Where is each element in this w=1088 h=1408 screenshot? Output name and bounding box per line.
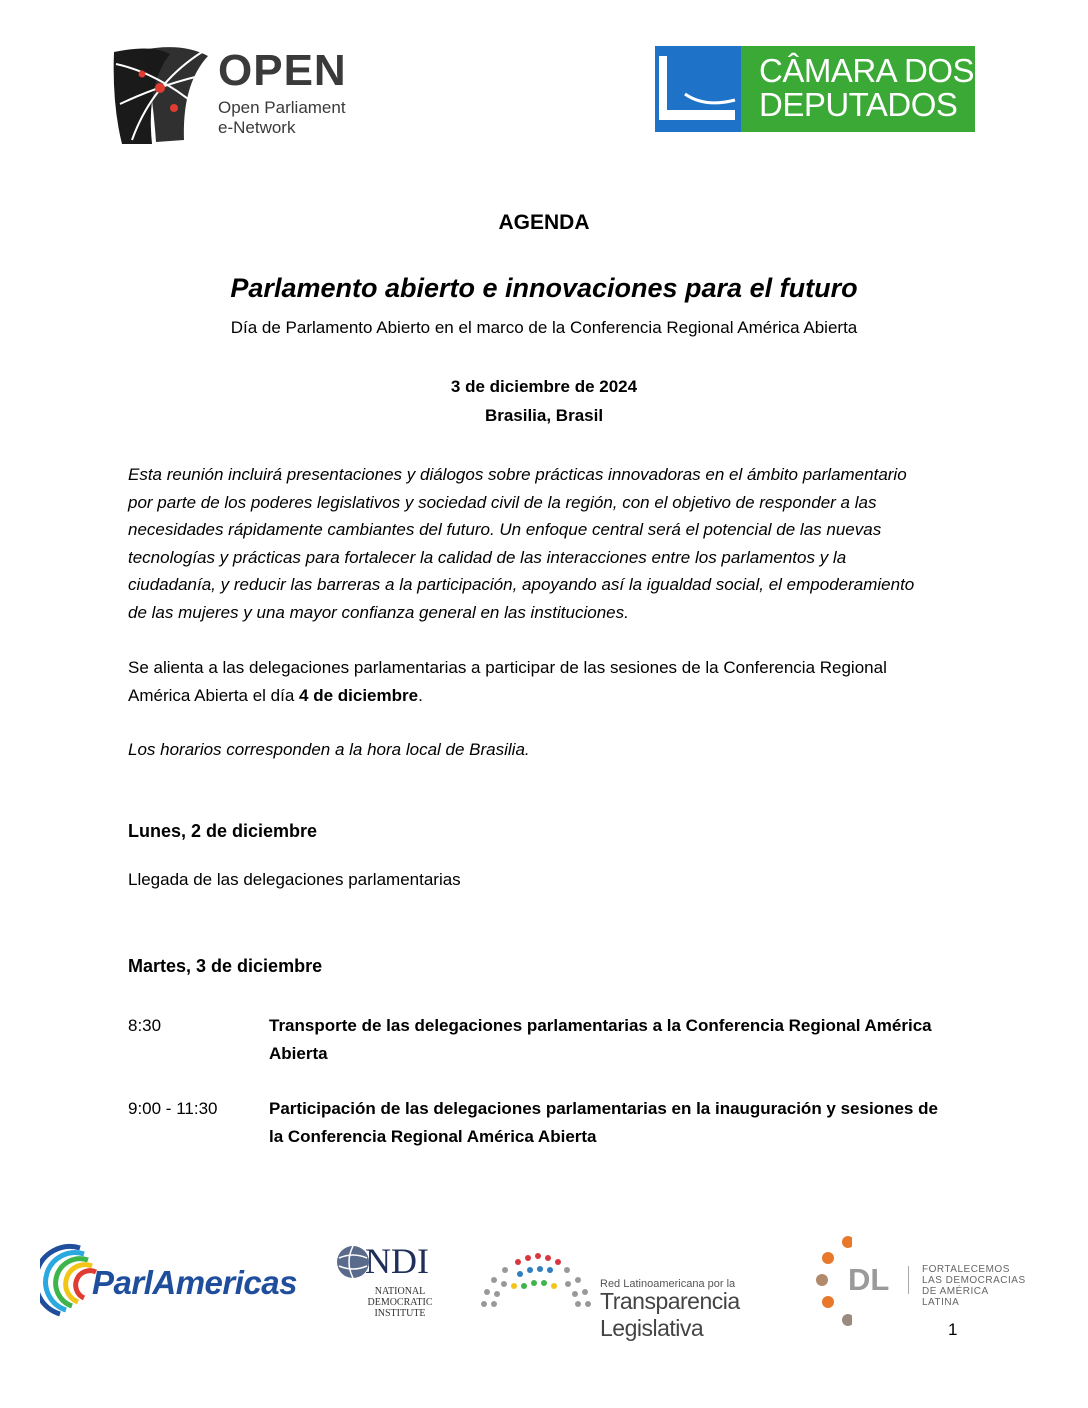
open-logo-line2: e-Network [218,118,296,137]
intro-line: por parte de los poderes legislativos y sociedad civil de la región, con el objetivo de responder a las [128,492,877,512]
intro-line: tecnologías y prácticas para fortalecer la calidad de las interacciones entre los parlamentos y la [128,547,847,567]
dl-logo-line: DE AMÉRICA LATINA [922,1286,989,1308]
dl-logo-word: DL [848,1262,890,1297]
event-location: Brasilia, Brasil [484,406,604,425]
globe-icon [335,1242,369,1282]
delegation-date-bold: 4 de diciembre [299,685,419,705]
dl-logo-divider [908,1266,909,1294]
activity-line: Abierta [269,1043,328,1063]
ndi-logo [335,1240,455,1326]
intro-line: de las mujeres y una mayor confianza general en las instituciones. [128,602,629,622]
activity-line: Participación de las delegaciones parlamentarias en la inauguración y sesiones de [269,1099,938,1118]
red-transparencia-legislativa-logo [478,1248,798,1341]
intro-line: Esta reunión incluirá presentaciones y diálogos sobre prácticas innovadoras en el ámbito parlamentario [128,465,907,484]
parlamericas-logo [40,1242,310,1322]
delegation-line2-prefix: América Abierta el día [128,685,300,705]
ndi-subtitle-line: NATIONAL [374,1286,426,1297]
activity-line: Transporte de las delegaciones parlamentarias a la Conferencia Regional América [269,1016,932,1035]
rlt-logo-small-text: Red Latinoamericana por la [600,1278,736,1290]
ndi-logo-word: NDI [365,1241,429,1281]
intro-line: ciudadanía, y reducir las barreras a la participación, apoyando así la igualdad social, el empoderamiento [128,575,915,594]
agenda-item-time: 9:00 - 11:30 [128,1099,218,1118]
intro-line: necesidades rápidamente cambiantes del futuro. Un enfoque central será el potencial de las nuevas [128,520,882,539]
agenda-item-activity [269,1095,949,1150]
activity-line: la Conferencia Regional América Abierta [269,1126,597,1146]
parlamericas-logo-text: ParlAmericas [92,1264,297,1301]
open-logo-line1: Open Parliament [218,98,346,117]
parliament-dots-icon [478,1248,594,1312]
timezone-note: Los horarios corresponden a la hora local de Brasilia. [128,740,530,759]
open-parliament-logo [112,44,352,150]
delegation-paragraph [128,654,968,709]
camara-logo-line2: DEPUTADOS [759,86,958,123]
open-logo-word: OPEN [218,46,347,95]
ndi-subtitle-line: INSTITUTE [374,1308,426,1319]
camara-dos-deputados-logo [655,46,975,132]
ndi-logo-subtitle [345,1286,455,1319]
day-heading-monday: Lunes, 2 de diciembre [128,821,318,841]
day-heading-tuesday: Martes, 3 de diciembre [128,956,323,976]
agenda-heading: AGENDA [498,211,590,234]
dl-dots-icon [812,1234,852,1329]
document-subtitle: Día de Parlamento Abierto en el marco de la Conferencia Regional América Abierta [230,318,858,337]
camara-logo-line1: CÂMARA DOS [759,52,975,89]
open-network-icon [112,44,212,150]
dl-logo-line: FORTALECEMOS [922,1264,1010,1275]
day-text-monday: Llegada de las delegaciones parlamentarias [128,870,461,889]
dl-logo-line: LAS DEMOCRACIAS [922,1275,1026,1286]
rlt-logo-big-text: Transparencia Legislativa [600,1288,740,1341]
agenda-item-time: 8:30 [128,1016,162,1035]
page-number: 1 [948,1320,958,1339]
camara-emblem-icon [655,46,741,132]
ndi-subtitle-line: DEMOCRATIC [367,1297,433,1308]
document-title: Parlamento abierto e innovaciones para el futuro [230,273,858,303]
delegation-line1: Se alienta a las delegaciones parlamentarias a participar de las sesiones de la Conferencia Regional [128,658,887,677]
intro-paragraph [128,461,968,626]
dl-logo [812,1234,1027,1329]
delegation-line2-suffix: . [418,685,423,705]
delegation-line2 [128,682,968,710]
agenda-item-activity [269,1012,949,1067]
event-date: 3 de diciembre de 2024 [450,377,638,396]
